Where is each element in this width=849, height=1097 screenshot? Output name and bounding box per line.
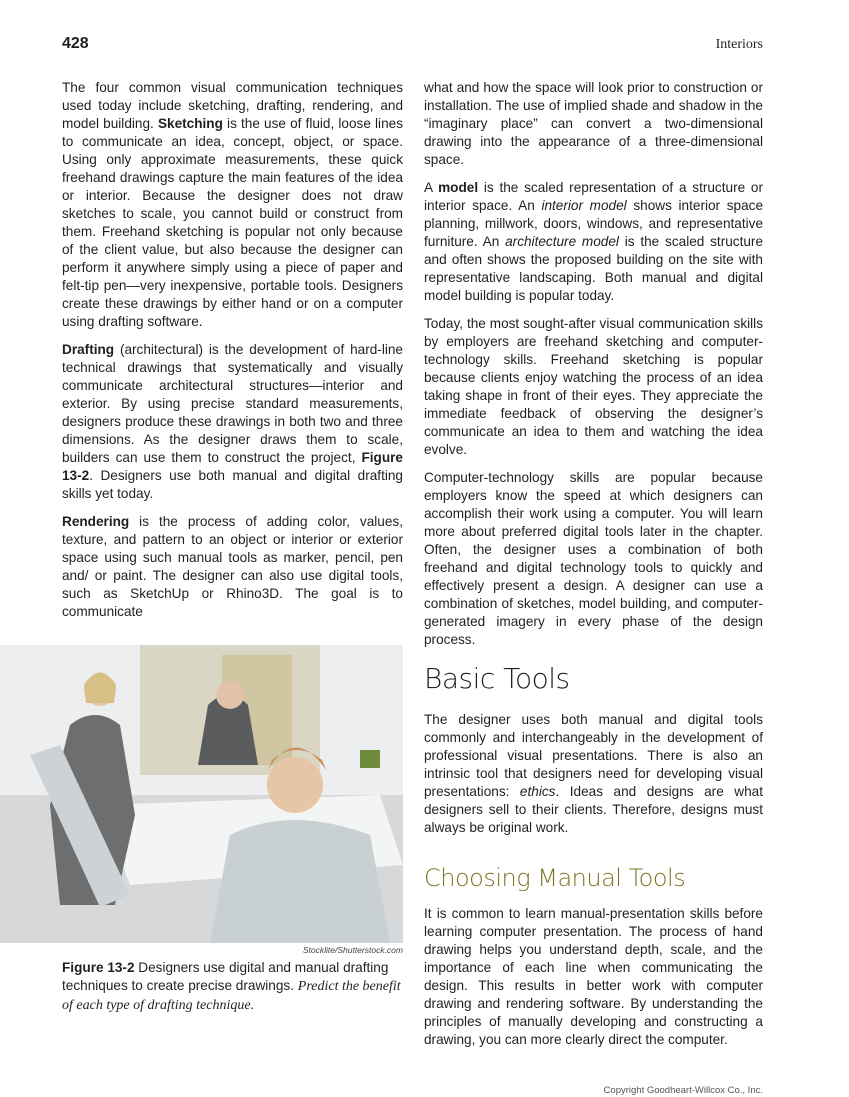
italic-term: architecture model [505,234,619,249]
text-run: . Designers use both manual and digital drafting skills yet today. [62,468,403,501]
text-run: . Ideas and designs are what designers sell to their clients. Therefore, designs must always be original work. [424,784,763,835]
text-run: The four common visual communication techniques used today include sketching, drafting, rendering, and model building. [62,80,403,131]
text-run: is the use of fluid, loose lines to communicate an idea, concept, object, or space. Using only approximate measurements, these quick freehand drawings capture the main features of the idea or interior. Because the designer does not draw sketches to scale, you cannot build or construct from them. Freehand sketching is popular not only because of the client value, but also because the designer can perform it anywhere simply using a piece of paper and felt-tip pen—very inexpensive, portable tools. Designers create these drawings by either hand or on a computer using drafting software. [62,116,403,329]
figure-photo [0,645,403,943]
office-designers-image [0,645,403,943]
photo-credit: Stocklite/Shutterstock.com [302,945,403,955]
figure-caption [62,959,403,1015]
text-run: is the scaled representation of a structure or interior space. An [424,180,764,213]
text-run: shows interior space planning, millwork, doors, windows, and representative furniture. An [424,198,764,249]
paragraph-sketching [62,79,403,331]
left-column-text [62,79,403,645]
text-run: Computer-technology skills are popular because employers know the speed at which designers can accomplish their work using a computer. You will learn more about preferred digital tools later in the chapter. Often, the designer uses a combination of both freehand and digital technology tools to quickly and effectively present a design. A designer can use a combination of sketches, model building, and computer-generated imagery in every phase of the design process. [424,470,763,647]
right-column-text [424,79,763,649]
basic-tools-section [424,659,763,1079]
text-run: It is common to learn manual-presentation skills before learning computer presentation. The process of hand drawing helps you understand depth, scale, and the importance of each line when communicating the design. This results in better work with computer drawing and rendering software. By understanding the principles of manually developing and constructing a drawing, you can more clearly direct the computer. [424,906,763,1047]
heading-choosing-manual-tools: Choosing Manual Tools [424,864,686,892]
text-run: Today, the most sought-after visual communication skills by employers are freehand sketching and computer-technology skills. Freehand sketching is popular because clients enjoy watching the process of an idea taking shape in front of their eyes. They appreciate the immediate feedback of observing the designer’s communicate an idea to them and watching the idea evolve. [424,316,763,457]
text-run: what and how the space will look prior to construction or installation. The use of implied shade and shadow in the “imaginary place” can convert a two-dimensional drawing into the appearance of a three-dimensional space. [424,80,763,167]
bold-term: model [438,180,479,195]
copyright-notice: Copyright Goodheart-Willcox Co., Inc. [603,1085,763,1096]
figure-caption-text: Designers use digital and manual drafting techniques to create precise drawings. [62,960,389,993]
paragraph-basic-tools [424,711,763,837]
text-run: is the process of adding color, values, texture, and pattern to an object or interior or exterior space using such manual tools as marker, pencil, pen and/ or paint. The designer can also use digital tools, such as SketchUp or Rhino3D. The goal is to communicate [62,514,403,619]
paragraph-drafting [62,341,403,503]
right-column [424,79,763,1097]
bold-term: Sketching [157,116,223,131]
italic-term: interior model [541,198,627,213]
bold-term: Figure 13-2 [62,450,403,483]
paragraph-computer-skills [424,469,763,649]
bold-term: Rendering [62,514,130,529]
text-run: is the scaled structure and often shows the proposed building on the site with representative landscaping. Both manual and digital model building is popular today. [424,234,764,303]
bold-term: Drafting [62,342,115,357]
text-run: The designer uses both manual and digital tools commonly and interchangeably in the development of professional visual presentations. There is also an intrinsic tool that designers need for developing visual presentations: [424,712,763,799]
text-run: A [424,180,439,195]
paragraph-manual-tools [424,905,763,1049]
text-run: (architectural) is the development of hard-line technical drawings that systematically and visually communicate architectural structures—interior and exterior. By using precise standard measurements, designers produce these drawings in both two and three dimensions. As the designer draws them to scale, builders can use them to construct the project, [62,342,403,465]
left-column [62,79,403,1015]
running-head: Interiors [715,37,763,52]
paragraph-rendering-cont [424,79,763,169]
heading-basic-tools: Basic Tools [424,662,570,695]
page-number: 428 [62,35,89,52]
paragraph-skills [424,315,763,459]
figure-prompt: Predict the benefit of each type of drafting technique. [62,979,401,1013]
paragraph-rendering [62,513,403,621]
figure-label: Figure 13-2 [62,960,135,975]
paragraph-model [424,179,763,305]
italic-term: ethics [519,784,556,799]
